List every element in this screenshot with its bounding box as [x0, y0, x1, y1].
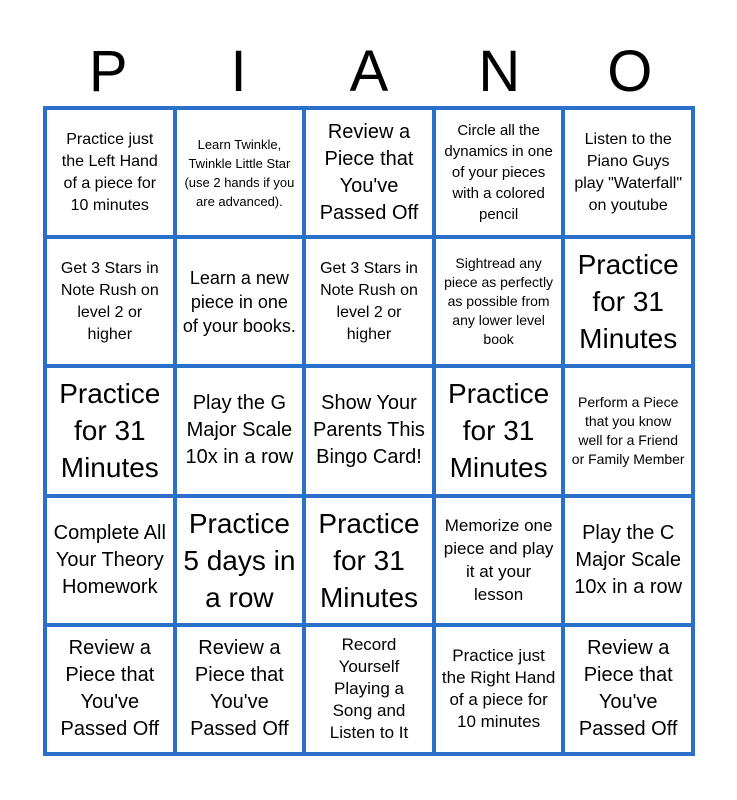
- bingo-cell[interactable]: [304, 366, 434, 495]
- header-letter-i: I: [230, 39, 247, 104]
- cell-text: Review a Piece that You've Passed Off: [190, 637, 289, 741]
- bingo-cell[interactable]: [434, 366, 564, 495]
- bingo-cell[interactable]: [434, 496, 564, 625]
- cell-text: Sightread any piece as perfectly as possible from any lower level book: [444, 255, 554, 348]
- bingo-cell[interactable]: [175, 108, 305, 237]
- bingo-cell[interactable]: [434, 237, 564, 366]
- bingo-cell[interactable]: [175, 625, 305, 754]
- cell-text: Practice just the Left Hand of a piece for 10 minutes: [61, 130, 158, 214]
- bingo-cell[interactable]: [563, 496, 693, 625]
- cell-text: Circle all the dynamics in one of your pieces with a colored pencil: [444, 122, 553, 224]
- cell-text: Practice for 31 Minutes: [577, 249, 679, 355]
- cell-text: Get 3 Stars in Note Rush on level 2 or higher: [60, 259, 159, 343]
- header-letter-o: O: [607, 39, 653, 104]
- bingo-cell[interactable]: [563, 625, 693, 754]
- bingo-cell[interactable]: [45, 625, 175, 754]
- cell-text: Play the C Major Scale 10x in a row: [574, 521, 683, 598]
- cell-text: Memorize one piece and play it at your lesson: [443, 516, 554, 605]
- bingo-cell[interactable]: [175, 366, 305, 495]
- cell-text: Get 3 Stars in Note Rush on level 2 or higher: [320, 259, 418, 343]
- cell-text: Practice for 31 Minutes: [59, 378, 161, 484]
- cell-text: Practice just the Right Hand of a piece for 10 minutes: [441, 646, 556, 732]
- bingo-cell[interactable]: [434, 108, 564, 237]
- cell-text: Perform a Piece that you know well for a Friend or Family Member: [571, 393, 685, 467]
- bingo-cell[interactable]: [304, 108, 434, 237]
- cell-text: Review a Piece that You've Passed Off: [578, 637, 678, 741]
- cell-text: Practice for 31 Minutes: [448, 378, 550, 484]
- cell-text: Practice 5 days in a row: [183, 507, 296, 613]
- bingo-cell[interactable]: [304, 237, 434, 366]
- bingo-cell[interactable]: [175, 496, 305, 625]
- cell-text: Play the G Major Scale 10x in a row: [185, 392, 294, 469]
- bingo-cell[interactable]: [45, 496, 175, 625]
- header-letter-n: N: [478, 39, 521, 104]
- bingo-cell[interactable]: [563, 366, 693, 495]
- bingo-cell[interactable]: [45, 237, 175, 366]
- bingo-cell[interactable]: [563, 237, 693, 366]
- bingo-cell[interactable]: [45, 108, 175, 237]
- bingo-cell[interactable]: [563, 108, 693, 237]
- header-letter-p: P: [88, 39, 128, 104]
- cell-text: Listen to the Piano Guys play "Waterfall" on youtube: [574, 130, 683, 214]
- bingo-cell[interactable]: [304, 496, 434, 625]
- cell-text: Learn Twinkle, Twinkle Little Star (use 2 hands if you are advanced).: [184, 136, 295, 209]
- cell-text: Practice for 31 Minutes: [318, 507, 420, 613]
- cell-text: Complete All Your Theory Homework: [53, 521, 166, 598]
- cell-text: Review a Piece that You've Passed Off: [60, 637, 160, 741]
- bingo-cell[interactable]: [175, 237, 305, 366]
- bingo-cell[interactable]: [304, 625, 434, 754]
- cell-text: Review a Piece that You've Passed Off: [319, 120, 419, 224]
- cell-text: Learn a new piece in one of your books.: [182, 267, 296, 336]
- bingo-cell[interactable]: [434, 625, 564, 754]
- header-letter-a: A: [349, 39, 389, 104]
- bingo-board: [43, 106, 695, 756]
- cell-text: Record Yourself Playing a Song and Listen to It: [329, 635, 409, 743]
- cell-text: Show Your Parents This Bingo Card!: [313, 392, 425, 469]
- bingo-header: [43, 40, 695, 104]
- bingo-cell[interactable]: [45, 366, 175, 495]
